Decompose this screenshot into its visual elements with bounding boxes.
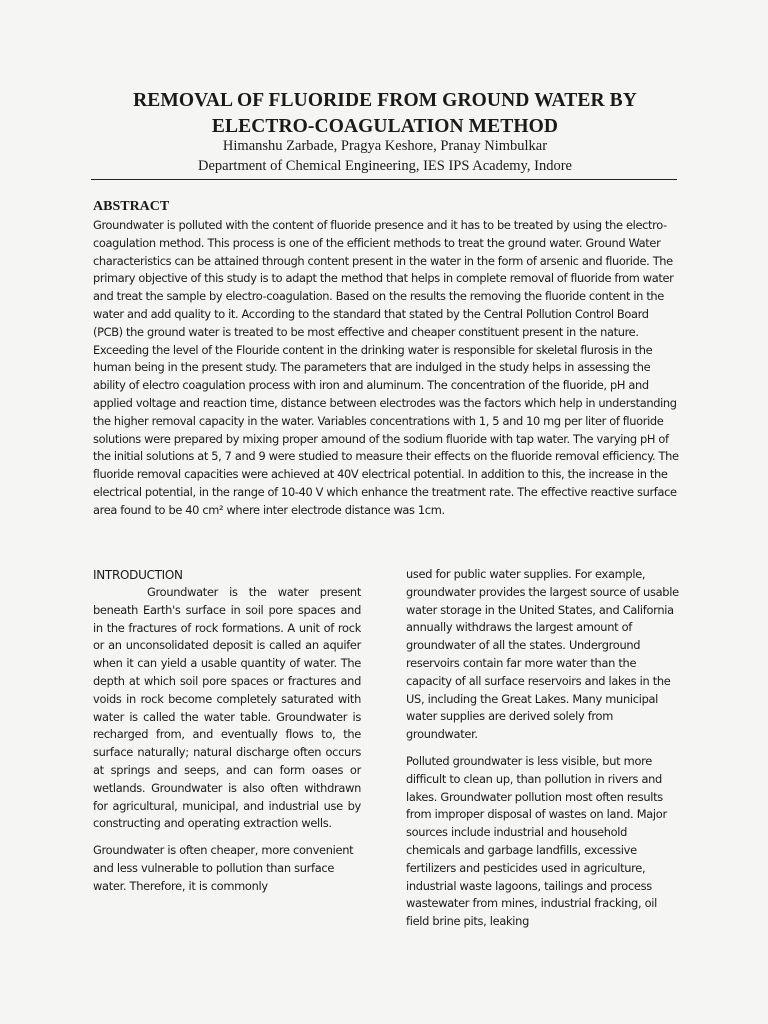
author-list: Himanshu Zarbade, Pragya Keshore, Pranay Nimbulkar <box>222 138 548 154</box>
introduction-heading: INTRODUCTION <box>93 568 183 582</box>
paper-title <box>60 88 710 140</box>
right-column <box>406 566 680 931</box>
title-line-1: REMOVAL OF FLUORIDE FROM GROUND WATER BY <box>133 90 637 111</box>
left-column <box>93 566 361 896</box>
abstract-body: Groundwater is polluted with the content of fluoride presence and it has to be treated by using the electro-coagulation method. This process is one of the efficient methods to treat the ground water. Ground Water characteristics can be attained through content present in the water in the form of arsenic and fluoride. The primary objective of this study is to adapt the method that helps in complete removal of fluoride from water and treat the sample by electro-coagulation. Based on the results the removing the fluoride content in the water and add quality to it. According to the standard that stated by the Central Pollution Control Board (PCB) the ground water is treated to be most effective and cheaper constituent present in the nature. Exceeding the level of the Flouride content in the drinking water is responsible for skeletal flurosis in the human being in the present study. The parameters that are indulged in the study helps in assessing the ability of electro coagulation process with iron and aluminum. The concentration of the fluoride, pH and applied voltage and reaction time, distance between electrodes was the factors which help in understanding the higher removal capacity in the water. Variables concentrations with 1, 5 and 10 mg per liter of fluoride solutions were prepared by mixing proper amound of the sodium fluoride with tap water. The varying pH of the initial solutions at 5, 7 and 9 were studied to measure their effects on the fluoride removal efficiency. The fluoride removal capacities were achieved at 40V electrical potential. In addition to this, the increase in the electrical potential, in the range of 10-40 V which enhance the treatment rate. The effective reactive surface area found to be 40 cm² where inter electrode distance was 1cm. <box>93 218 679 517</box>
left-paragraph-1: Groundwater is the water present beneath Earth's surface in soil pore spaces and in the fractures of rock formations. A unit of rock or an unconsolidated deposit is called an aquifer when it can yield a usable quantity of water. The depth at which soil pore spaces or fractures and voids in rock become completely saturated with water is called the water table. Groundwater is recharged from, and eventually flows to, the surface naturally; natural discharge often occurs at springs and seeps, and can form oases or wetlands. Groundwater is also often withdrawn for agricultural, municipal, and industrial use by constructing and operating extraction wells. <box>93 585 361 831</box>
header-divider <box>91 179 677 180</box>
left-paragraph-2: Groundwater is often cheaper, more convenient and less vulnerable to pollution than surface water. Therefore, it is commonly <box>93 843 354 893</box>
right-paragraph-1: used for public water supplies. For example, groundwater provides the largest source of usable water storage in the United States, and California annually withdraws the largest amount of groundwater of all the states. Underground reservoirs contain far more water than the capacity of all surface reservoirs and lakes in the US, including the Great Lakes. Many municipal water supplies are derived solely from groundwater. <box>406 567 679 742</box>
title-line-2: ELECTRO-COAGULATION METHOD <box>211 116 559 137</box>
abstract-heading: ABSTRACT <box>93 199 170 214</box>
affiliation: Department of Chemical Engineering, IES IPS Academy, Indore <box>198 158 572 174</box>
right-paragraph-2: Polluted groundwater is less visible, but more difficult to clean up, than pollution in rivers and lakes. Groundwater pollution most often results from improper disposal of wastes on land. Major sources include industrial and household chemicals and garbage landfills, excessive fertilizers and pesticides used in agriculture, industrial waste lagoons, tailings and process wastewater from mines, industrial fracking, oil field brine pits, leaking <box>406 753 667 929</box>
